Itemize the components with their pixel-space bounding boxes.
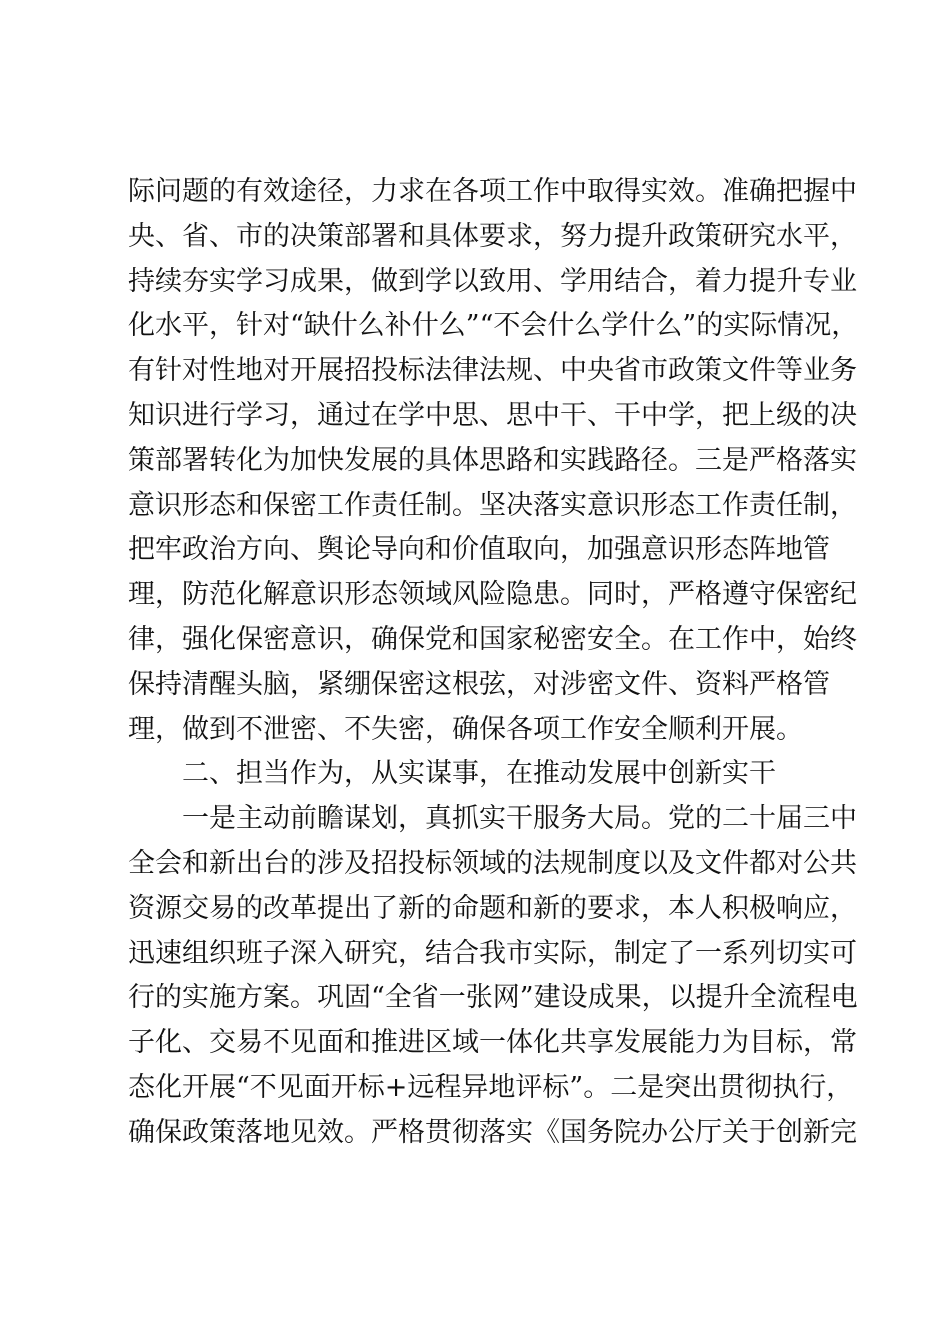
text-line: 保持清醒头脑，紧绷保密这根弦，对涉密文件、资料严格管 — [128, 668, 830, 700]
text-line: 央、省、市的决策部署和具体要求，努力提升政策研究水平， — [128, 220, 857, 252]
document-body — [128, 170, 859, 1156]
text-line: 律，强化保密意识，确保党和国家秘密安全。在工作中，始终 — [128, 623, 857, 655]
text-line: 知识进行学习，通过在学中思、思中干、干中学，把上级的决 — [128, 399, 857, 431]
text-line: 确保政策落地见效。严格贯彻落实《国务院办公厅关于创新完 — [128, 1116, 857, 1148]
text-line: 资源交易的改革提出了新的命题和新的要求，本人积极响应， — [128, 892, 857, 924]
text-line: 全会和新出台的涉及招投标领域的法规制度以及文件都对公共 — [128, 847, 857, 879]
paragraph-first-line: 一是主动前瞻谋划，真抓实干服务大局。党的二十届三中 — [182, 803, 857, 835]
text-line: 态化开展“不见面开标+远程异地评标”。二是突出贯彻执行， — [128, 1071, 854, 1103]
text-line: 化水平，针对“缺什么补什么”“不会什么学什么”的实际情况， — [128, 310, 859, 342]
text-line: 迅速组织班子深入研究，结合我市实际，制定了一系列切实可 — [128, 937, 857, 969]
text-line: 持续夯实学习成果，做到学以致用、学用结合，着力提升专业 — [128, 265, 857, 297]
text-line: 理，防范化解意识形态领域风险隐患。同时，严格遵守保密纪 — [128, 579, 857, 611]
paragraph-end-line: 理，做到不泄密、不失密，确保各项工作安全顺利开展。 — [128, 713, 803, 745]
text-line: 把牢政治方向、舆论导向和价值取向，加强意识形态阵地管 — [128, 534, 830, 566]
text-line: 行的实施方案。巩固“全省一张网”建设成果，以提升全流程电 — [128, 982, 858, 1014]
text-line: 子化、交易不见面和推进区域一体化共享发展能力为目标，常 — [128, 1027, 857, 1059]
text-line: 际问题的有效途径，力求在各项工作中取得实效。准确把握中 — [128, 176, 857, 207]
section-heading: 二、担当作为，从实谋事，在推动发展中创新实干 — [182, 758, 776, 790]
text-line: 策部署转化为加快发展的具体思路和实践路径。三是严格落实 — [128, 444, 857, 476]
text-line: 意识形态和保密工作责任制。坚决落实意识形态工作责任制， — [128, 489, 857, 521]
text-line: 有针对性地对开展招投标法律法规、中央省市政策文件等业务 — [128, 355, 857, 387]
